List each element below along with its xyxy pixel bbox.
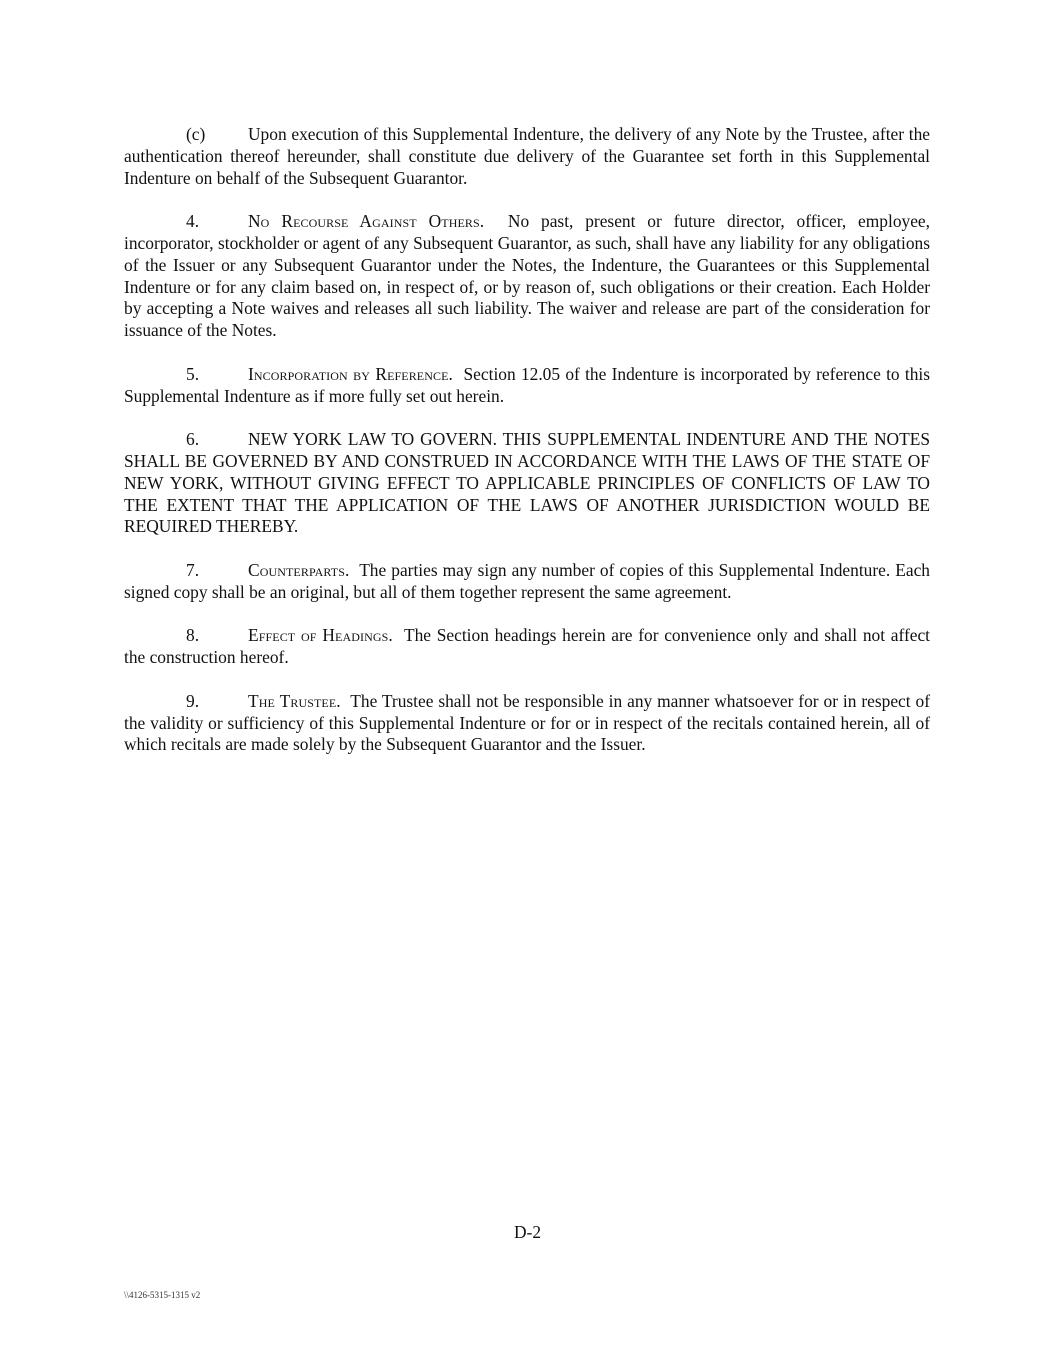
section-heading: No Recourse Against Others. — [248, 211, 485, 232]
section-heading: Effect of Headings. — [248, 625, 393, 646]
page-number: D-2 — [513, 1222, 542, 1242]
paragraph-7-counterparts — [124, 560, 930, 604]
paragraph-text: The parties may sign any number of copies of this Supplemental Indenture. Each signed copy shall be an original, but all of them together represent the same agreement. — [124, 559, 930, 602]
paragraph-6-governing-law — [124, 429, 930, 538]
section-heading: Incorporation by Reference. — [248, 363, 453, 384]
paragraph-number: 9. — [186, 690, 200, 711]
paragraph-9-trustee — [124, 691, 930, 756]
paragraph-number: 5. — [186, 363, 200, 384]
paragraph-c-guarantee-delivery — [124, 124, 930, 189]
section-heading: The Trustee. — [248, 690, 341, 711]
paragraph-number: (c) — [186, 124, 206, 144]
paragraph-5-incorporation — [124, 364, 930, 408]
paragraph-4-no-recourse — [124, 211, 930, 342]
paragraph-number: 4. — [186, 211, 200, 232]
paragraph-text: Section 12.05 of the Indenture is incorporated by reference to this Supplemental Indenture as if more fully set out herein. — [124, 363, 930, 406]
paragraph-text: The Trustee shall not be responsible in any manner whatsoever for or in respect of the validity or sufficiency of this Supplemental Indenture or for or in respect of the recitals contained herein, all of which recitals are made solely by the Subsequent Guarantor and the Issuer. — [124, 690, 930, 755]
document-id-footer: \\4126-5315-1315 v2 — [124, 1290, 201, 1300]
paragraph-text: Upon execution of this Supplemental Indenture, the delivery of any Note by the Trustee, after the authentication thereof hereunder, shall constitute due delivery of the Guarantee set forth in this Supplemental Indenture on behalf of the Subsequent Guarantor. — [124, 124, 930, 188]
paragraph-number: 8. — [186, 625, 200, 646]
document-body — [124, 124, 930, 778]
paragraph-text: The Section headings herein are for convenience only and shall not affect the construction hereof. — [124, 625, 931, 668]
paragraph-8-headings — [124, 625, 930, 669]
paragraph-text: NEW YORK LAW TO GOVERN. THIS SUPPLEMENTAL INDENTURE AND THE NOTES SHALL BE GOVERNED BY AND CONSTRUED IN ACCORDANCE WITH THE LAWS OF THE STATE OF NEW YORK, WITHOUT GIVING EFFECT TO APPLICABLE PRINCIPLES OF CONFLICTS OF LAW TO THE EXTENT THAT THE APPLICATION OF THE LAWS OF ANOTHER JURISDICTION WOULD BE REQUIRED THEREBY. — [124, 429, 930, 537]
paragraph-number: 7. — [186, 559, 200, 580]
section-heading: Counterparts. — [248, 559, 350, 580]
paragraph-text: No past, present or future director, officer, employee, incorporator, stockholder or agent of any Subsequent Guarantor, as such, shall have any liability for any obligations of the Issuer or any Subsequent Guarantor under the Notes, the Indenture, the Guarantees or this Supplemental Indenture or for any claim based on, in respect of, or by reason of, such obligations or their creation. Each Holder by accepting a Note waives and releases all such liability. The waiver and release are part of the consideration for issuance of the Notes. — [124, 211, 930, 341]
paragraph-number: 6. — [186, 429, 200, 450]
